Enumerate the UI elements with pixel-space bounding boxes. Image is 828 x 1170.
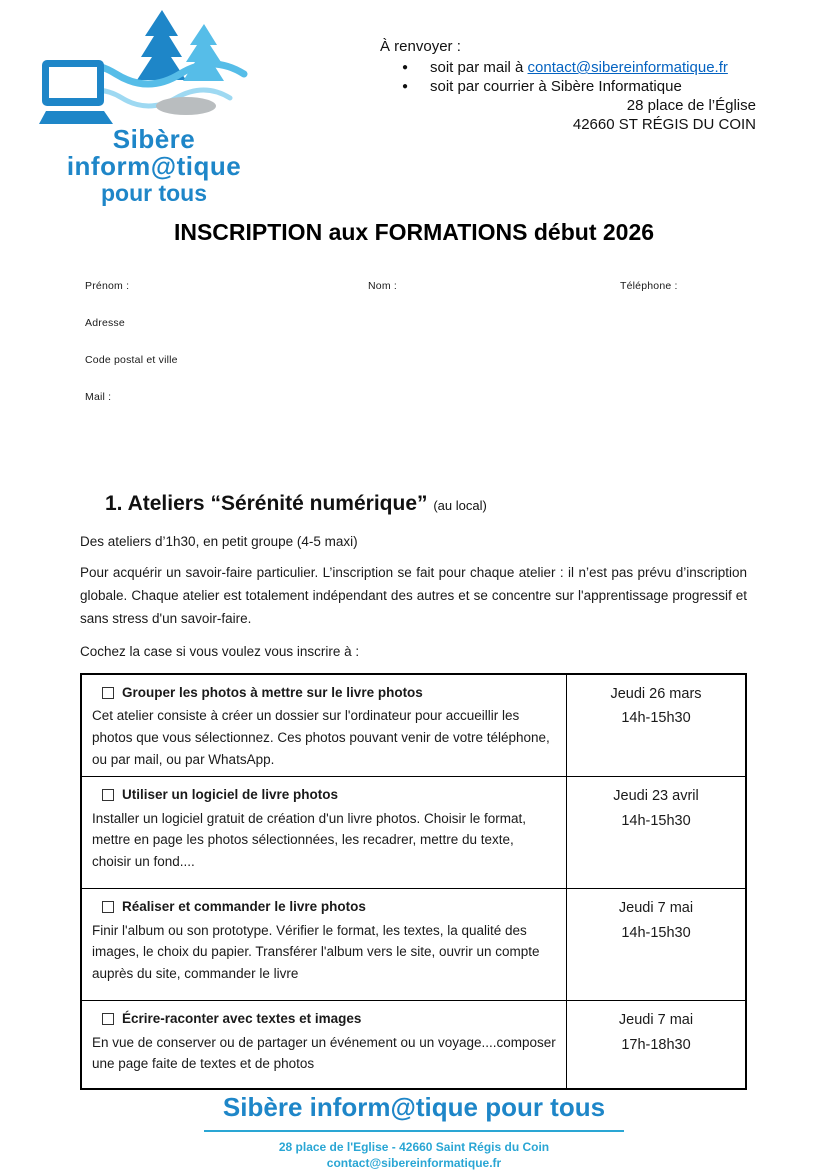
return-mail-line [380, 58, 756, 77]
workshop-checkbox[interactable] [102, 901, 114, 913]
workshop-title: Écrire-raconter avec textes et images [122, 1011, 362, 1027]
workshop-cell [81, 889, 567, 1001]
workshop-title: Réaliser et commander le livre photos [122, 899, 366, 915]
logo [26, 8, 282, 206]
workshop-date-time: 17h-18h30 [621, 1036, 691, 1053]
workshop-date [567, 674, 747, 777]
workshop-cell [81, 674, 567, 777]
field-label-phone: Téléphone : [620, 280, 678, 292]
workshop-description: Installer un logiciel gratuit de création d'un livre photos. Choisir le format, mettre en page les photos sélectionnées, les recadrer, mettre du texte, choisir un fond.... [92, 810, 527, 869]
workshops-section [80, 492, 747, 1090]
workshop-description: En vue de conserver ou de partager un événement ou un voyage....composer une page faite de textes et de photos [92, 1034, 556, 1072]
workshop-description: Cet atelier consiste à créer un dossier sur l'ordinateur pour accueillir les photos que vous sélectionnez. Ces photos pouvant venir de votre téléphone, ou par mail, ou par WhatsApp. [92, 708, 550, 767]
footer-address: 28 place de l'Eglise - 42660 Saint Régis du Coin [278, 1140, 550, 1154]
field-label-last-name: Nom : [368, 280, 398, 292]
footer-divider [204, 1130, 624, 1132]
workshop-date-time: 14h-15h30 [621, 924, 691, 941]
workshop-checkbox[interactable] [102, 1013, 114, 1025]
workshop-row [81, 777, 746, 889]
workshop-date [567, 1001, 747, 1089]
return-address-line2: 42660 ST RÉGIS DU COIN [572, 116, 756, 133]
workshop-date-time: 14h-15h30 [621, 710, 691, 727]
workshop-checkbox[interactable] [102, 687, 114, 699]
workshop-date [567, 777, 747, 889]
field-label-first-name: Prénom : [85, 280, 130, 292]
return-instructions [380, 38, 756, 134]
workshop-row [81, 1001, 746, 1089]
workshop-title: Utiliser un logiciel de livre photos [122, 787, 339, 803]
workshop-title: Grouper les photos à mettre sur le livre photos [122, 684, 423, 700]
footer-email-link[interactable]: contact@sibereinformatique.fr [326, 1156, 502, 1170]
intro-paragraph-1: Des ateliers d’1h30, en petit groupe (4-5 maxi) [80, 534, 358, 549]
return-label: À renvoyer : [380, 38, 461, 55]
workshop-title-line [92, 896, 556, 918]
workshop-cell [81, 1001, 567, 1089]
workshop-date-time: 14h-15h30 [621, 812, 691, 829]
section-heading-note: (au local) [433, 498, 487, 513]
workshops-table [80, 673, 747, 1090]
bullet-icon: ● [402, 81, 409, 92]
intro-paragraph-3: Cochez la case si vous voulez vous inscrire à : [80, 643, 360, 659]
return-address-line1: 28 place de l’Église [626, 97, 756, 114]
section-heading-text: 1. Ateliers “Sérénité numérique” [105, 492, 428, 515]
field-label-mail: Mail : [85, 391, 112, 403]
bullet-icon: ● [402, 62, 409, 73]
return-courier-line [380, 77, 756, 96]
logo-subtitle: pour tous [100, 179, 208, 206]
workshop-row [81, 674, 746, 777]
workshop-date-day: Jeudi 23 avril [613, 788, 699, 805]
field-label-postal-city: Code postal et ville [85, 354, 178, 366]
return-mail-prefix: soit par mail à [430, 59, 528, 76]
footer-title: Sibère inform@tique pour tous [222, 1092, 606, 1122]
section-heading [105, 492, 747, 516]
workshop-date-day: Jeudi 26 mars [610, 685, 702, 702]
workshop-checkbox[interactable] [102, 789, 114, 801]
workshop-row [81, 889, 746, 1001]
footer [0, 1092, 828, 1170]
return-courier-text: soit par courrier à Sibère Informatique [430, 78, 682, 95]
contact-email-link[interactable]: contact@sibereinformatique.fr [527, 59, 728, 76]
page-title: INSCRIPTION aux FORMATIONS début 2026 [173, 219, 655, 245]
workshop-date-day: Jeudi 7 mai [618, 1012, 694, 1029]
workshop-description: Finir l'album ou son prototype. Vérifier le format, les textes, la qualité des images, le choix du papier. Transférer l'album vers le site, ouvrir un compte auprès du site, commander le livre [92, 922, 540, 981]
workshop-title-line [92, 784, 556, 806]
intro-paragraph-2: Pour acquérir un savoir-faire particulier. L’inscription se fait pour chaque atelier : il n’est pas prévu d’inscription globale. Chaque atelier est totalement indépendant des autres et se concentre sur l'apprentissage progressif et sans stress d'un savoir-faire. [80, 565, 747, 626]
workshop-title-line [92, 1008, 556, 1030]
logo-image [34, 8, 274, 126]
workshop-title-line [92, 682, 556, 704]
logo-title: Sibère inform@tique [66, 124, 242, 182]
field-label-address: Adresse [85, 317, 125, 329]
workshop-date-day: Jeudi 7 mai [618, 900, 694, 917]
workshop-date [567, 889, 747, 1001]
workshop-cell [81, 777, 567, 889]
return-mail-text [430, 58, 728, 77]
